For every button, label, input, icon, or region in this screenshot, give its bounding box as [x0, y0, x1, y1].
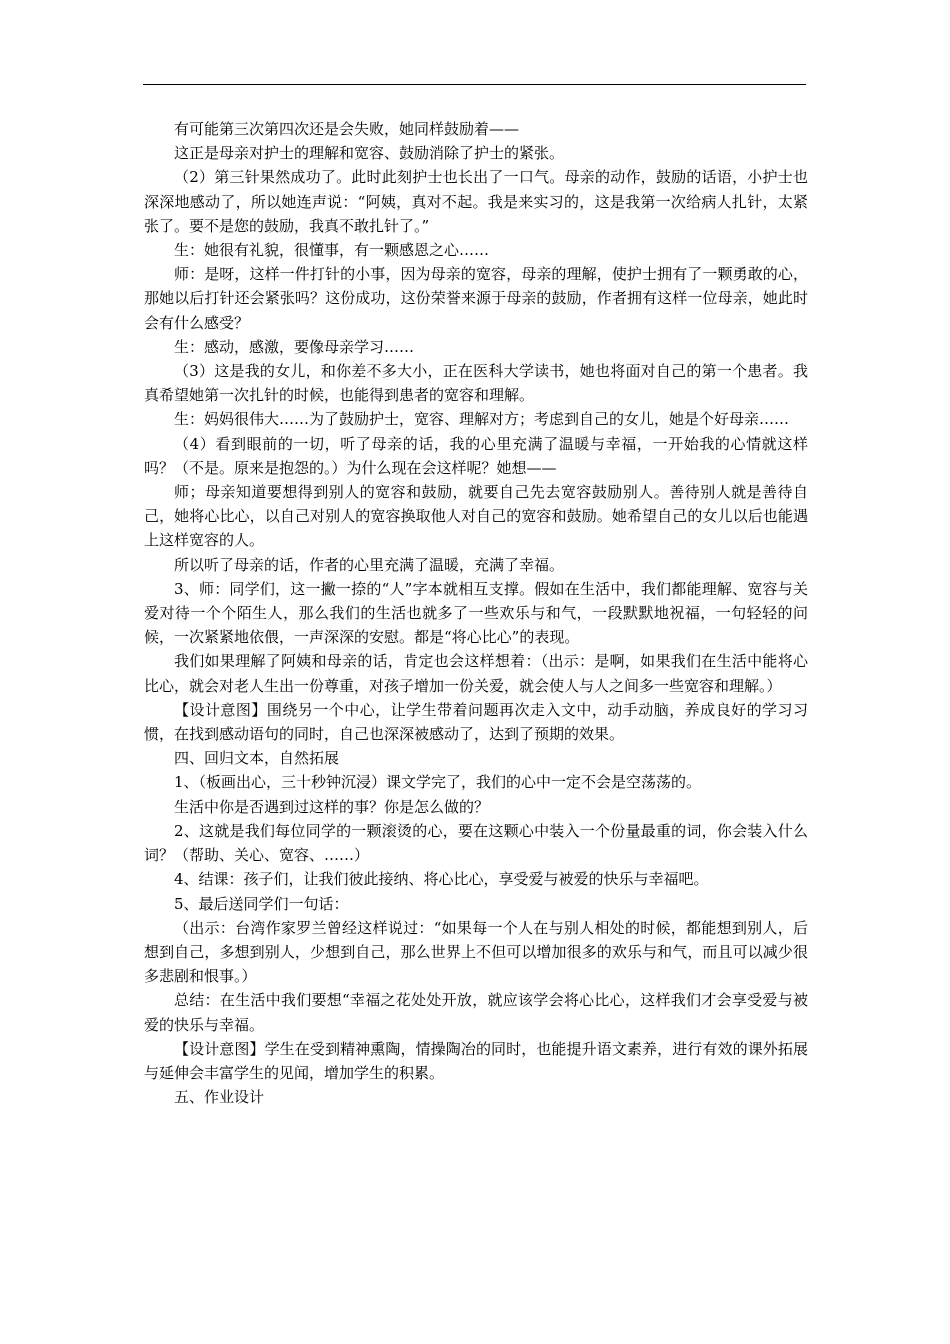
paragraph: 生：妈妈很伟大……为了鼓励护士，宽容、理解对方；考虑到自己的女儿，她是个好母亲……	[174, 410, 790, 429]
paragraph: 2、这就是我们每位同学的一颗滚烫的心，要在这颗心中装入一个份量最重的词，你会装入什么词？（帮助、关心、宽容、……）	[144, 821, 808, 865]
paragraph: 师；母亲知道要想得到别人的宽容和鼓励，就要自己先去宽容鼓励别人。善待别人就是善待自己，她将心比心，以自己对别人的宽容换取他人对自己的宽容和鼓励。她希望自己的女儿以后也能遇上这样宽容的人。	[144, 483, 808, 550]
paragraph: 有可能第三次第四次还是会失败，她同样鼓励着——	[174, 120, 520, 138]
section-heading: 四、回归文本，自然拓展	[174, 749, 340, 768]
paragraph: 总结：在生活中我们要想“幸福之花处处开放，就应该学会将心比心，这样我们才会享受爱与被爱的快乐与幸福。	[144, 991, 808, 1034]
paragraph: （出示：台湾作家罗兰曾经这样说过：“如果每一个人在与别人相处的时候，都能想到别人，后想到自己，多想到别人，少想到自己，那么世界上不但可以增加很多的欢乐与和气，而且可以减少很多悲剧和恨事。）	[144, 918, 808, 986]
paragraph: （4）看到眼前的一切，听了母亲的话，我的心里充满了温暖与幸福，一开始我的心情就这样吗？（不是。原来是抱怨的。）为什么现在会这样呢？她想——	[144, 434, 808, 477]
paragraph: 师：是呀，这样一件打针的小事，因为母亲的宽容，母亲的理解，使护士拥有了一颗勇敢的心，那她以后打针还会紧张吗？这份成功，这份荣誉来源于母亲的鼓励，作者拥有这样一位母亲，她此时会有什么感受？	[144, 265, 808, 332]
design-intent-paragraph: 【设计意图】学生在受到精神熏陶，情操陶冶的同时，也能提升语文素养，进行有效的课外拓展与延伸会丰富学生的见闻，增加学生的积累。	[144, 1039, 808, 1082]
paragraph: 生活中你是否遇到过这样的事？你是怎么做的？	[174, 797, 490, 816]
paragraph: 3、师：同学们，这一撇一捺的“人”字本就相互支撑。假如在生活中，我们都能理解、宽容与关爱对待一个个陌生人，那么我们的生活也就多了一些欢乐与和气，一段默默地祝福，一句轻轻的问候，一次紧紧地依偎，一声深深的安慰。都是“将心比心”的表现。	[144, 579, 808, 647]
paragraph: 这正是母亲对护士的理解和宽容、鼓励消除了护士的紧张。	[174, 144, 565, 163]
paragraph: 我们如果理解了阿姨和母亲的话，肯定也会这样想着：（出示：是啊，如果我们在生活中能将心比心，就会对老人生出一份尊重，对孩子增加一份关爱，就会使人与人之间多一些宽容和理解。）	[144, 652, 808, 695]
paragraph: 生：她很有礼貌，很懂事，有一颗感恩之心……	[174, 241, 490, 260]
header-rule	[143, 84, 806, 85]
section-heading: 五、作业设计	[174, 1088, 265, 1107]
paragraph: （2）第三针果然成功了。此时此刻护士也长出了一口气。母亲的动作，鼓励的话语，小护士也深深地感动了，所以她连声说：“阿姨，真对不起。我是来实习的，这是我第一次给病人扎针，太紧张了。要不是您的鼓励，我真不敢扎针了。”	[144, 168, 808, 235]
paragraph: 5、最后送同学们一句话：	[174, 894, 349, 913]
paragraph: 1、（板画出心，三十秒钟沉浸）课文学完了，我们的心中一定不会是空荡荡的。	[174, 773, 702, 792]
paragraph: 所以听了母亲的话，作者的心里充满了温暖，充满了幸福。	[174, 555, 565, 574]
paragraph: （3）这是我的女儿，和你差不多大小，正在医科大学读书，她也将面对自己的第一个患者。我真希望她第一次扎针的时候，也能得到患者的宽容和理解。	[144, 362, 808, 405]
paragraph: 4、结课：孩子们，让我们彼此接纳、将心比心，享受爱与被爱的快乐与幸福吧。	[174, 870, 709, 889]
design-intent-paragraph: 【设计意图】围绕另一个中心，让学生带着问题再次走入文中，动手动脑，养成良好的学习习惯，在找到感动语句的同时，自己也深深被感动了，达到了预期的效果。	[144, 700, 808, 744]
document-body	[144, 117, 808, 1109]
paragraph: 生：感动，感激，要像母亲学习……	[174, 337, 415, 356]
